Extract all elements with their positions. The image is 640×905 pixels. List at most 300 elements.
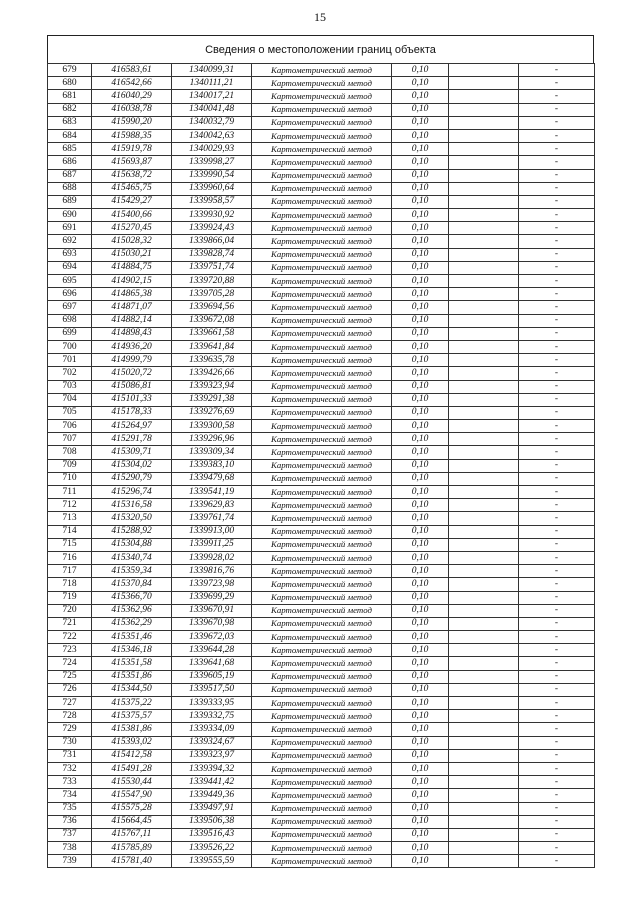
point-number-cell: 733 <box>48 776 92 789</box>
empty-cell <box>449 380 519 393</box>
table-row <box>48 644 595 657</box>
x-coordinate-cell: 414902,15 <box>92 275 172 288</box>
accuracy-cell: 0,10 <box>392 64 449 77</box>
table-row <box>48 776 595 789</box>
note-cell: - <box>519 723 595 736</box>
table-row <box>48 551 595 564</box>
empty-cell <box>449 327 519 340</box>
point-number-cell: 710 <box>48 472 92 485</box>
point-number-cell: 704 <box>48 393 92 406</box>
table-row <box>48 380 595 393</box>
empty-cell <box>449 551 519 564</box>
empty-cell <box>449 143 519 156</box>
method-cell: Картометрический метод <box>252 103 392 116</box>
table-row <box>48 459 595 472</box>
y-coordinate-cell: 1339526,22 <box>172 842 252 855</box>
method-cell: Картометрический метод <box>252 486 392 499</box>
section-title: Сведения о местоположении границ объекта <box>47 35 594 63</box>
note-cell: - <box>519 789 595 802</box>
accuracy-cell: 0,10 <box>392 420 449 433</box>
empty-cell <box>449 77 519 90</box>
y-coordinate-cell: 1339924,43 <box>172 222 252 235</box>
method-cell: Картометрический метод <box>252 393 392 406</box>
empty-cell <box>449 565 519 578</box>
point-number-cell: 696 <box>48 288 92 301</box>
empty-cell <box>449 670 519 683</box>
empty-cell <box>449 195 519 208</box>
x-coordinate-cell: 415351,58 <box>92 657 172 670</box>
note-cell: - <box>519 195 595 208</box>
table-row <box>48 486 595 499</box>
y-coordinate-cell: 1339694,56 <box>172 301 252 314</box>
note-cell: - <box>519 143 595 156</box>
y-coordinate-cell: 1339394,32 <box>172 762 252 775</box>
point-number-cell: 701 <box>48 354 92 367</box>
note-cell: - <box>519 591 595 604</box>
empty-cell <box>449 736 519 749</box>
empty-cell <box>449 275 519 288</box>
empty-cell <box>449 538 519 551</box>
note-cell: - <box>519 855 595 868</box>
x-coordinate-cell: 415370,84 <box>92 578 172 591</box>
note-cell: - <box>519 420 595 433</box>
table-row <box>48 657 595 670</box>
empty-cell <box>449 222 519 235</box>
x-coordinate-cell: 415375,57 <box>92 710 172 723</box>
empty-cell <box>449 420 519 433</box>
y-coordinate-cell: 1339629,83 <box>172 499 252 512</box>
point-number-cell: 734 <box>48 789 92 802</box>
x-coordinate-cell: 415264,97 <box>92 420 172 433</box>
accuracy-cell: 0,10 <box>392 697 449 710</box>
accuracy-cell: 0,10 <box>392 222 449 235</box>
y-coordinate-cell: 1339661,58 <box>172 327 252 340</box>
y-coordinate-cell: 1339333,95 <box>172 697 252 710</box>
note-cell: - <box>519 762 595 775</box>
empty-cell <box>449 697 519 710</box>
note-cell: - <box>519 77 595 90</box>
method-cell: Картометрический метод <box>252 459 392 472</box>
note-cell: - <box>519 169 595 182</box>
x-coordinate-cell: 415020,72 <box>92 367 172 380</box>
empty-cell <box>449 815 519 828</box>
accuracy-cell: 0,10 <box>392 631 449 644</box>
note-cell: - <box>519 380 595 393</box>
accuracy-cell: 0,10 <box>392 776 449 789</box>
point-number-cell: 728 <box>48 710 92 723</box>
note-cell: - <box>519 103 595 116</box>
empty-cell <box>449 340 519 353</box>
y-coordinate-cell: 1340041,48 <box>172 103 252 116</box>
table-row <box>48 525 595 538</box>
accuracy-cell: 0,10 <box>392 525 449 538</box>
point-number-cell: 727 <box>48 697 92 710</box>
note-cell: - <box>519 406 595 419</box>
x-coordinate-cell: 415028,32 <box>92 235 172 248</box>
point-number-cell: 685 <box>48 143 92 156</box>
empty-cell <box>449 578 519 591</box>
y-coordinate-cell: 1339276,69 <box>172 406 252 419</box>
note-cell: - <box>519 367 595 380</box>
empty-cell <box>449 235 519 248</box>
x-coordinate-cell: 414898,43 <box>92 327 172 340</box>
empty-cell <box>449 288 519 301</box>
note-cell: - <box>519 393 595 406</box>
accuracy-cell: 0,10 <box>392 406 449 419</box>
table-row <box>48 116 595 129</box>
point-number-cell: 709 <box>48 459 92 472</box>
point-number-cell: 680 <box>48 77 92 90</box>
table-row <box>48 855 595 868</box>
method-cell: Картометрический метод <box>252 446 392 459</box>
point-number-cell: 706 <box>48 420 92 433</box>
empty-cell <box>449 604 519 617</box>
note-cell: - <box>519 644 595 657</box>
x-coordinate-cell: 415288,92 <box>92 525 172 538</box>
point-number-cell: 699 <box>48 327 92 340</box>
note-cell: - <box>519 90 595 103</box>
x-coordinate-cell: 414865,38 <box>92 288 172 301</box>
point-number-cell: 683 <box>48 116 92 129</box>
y-coordinate-cell: 1339605,19 <box>172 670 252 683</box>
point-number-cell: 698 <box>48 314 92 327</box>
method-cell: Картометрический метод <box>252 631 392 644</box>
note-cell: - <box>519 486 595 499</box>
method-cell: Картометрический метод <box>252 248 392 261</box>
table-row <box>48 195 595 208</box>
accuracy-cell: 0,10 <box>392 710 449 723</box>
accuracy-cell: 0,10 <box>392 723 449 736</box>
x-coordinate-cell: 415638,72 <box>92 169 172 182</box>
table-row <box>48 340 595 353</box>
table-row <box>48 288 595 301</box>
y-coordinate-cell: 1339672,03 <box>172 631 252 644</box>
accuracy-cell: 0,10 <box>392 288 449 301</box>
point-number-cell: 692 <box>48 235 92 248</box>
y-coordinate-cell: 1339441,42 <box>172 776 252 789</box>
method-cell: Картометрический метод <box>252 143 392 156</box>
note-cell: - <box>519 828 595 841</box>
point-number-cell: 693 <box>48 248 92 261</box>
empty-cell <box>449 683 519 696</box>
x-coordinate-cell: 415547,90 <box>92 789 172 802</box>
y-coordinate-cell: 1339913,00 <box>172 525 252 538</box>
table-row <box>48 842 595 855</box>
point-number-cell: 691 <box>48 222 92 235</box>
table-row <box>48 103 595 116</box>
table-row <box>48 723 595 736</box>
method-cell: Картометрический метод <box>252 657 392 670</box>
empty-cell <box>449 789 519 802</box>
empty-cell <box>449 116 519 129</box>
method-cell: Картометрический метод <box>252 380 392 393</box>
accuracy-cell: 0,10 <box>392 103 449 116</box>
note-cell: - <box>519 156 595 169</box>
method-cell: Картометрический метод <box>252 710 392 723</box>
y-coordinate-cell: 1339958,57 <box>172 195 252 208</box>
y-coordinate-cell: 1340032,79 <box>172 116 252 129</box>
method-cell: Картометрический метод <box>252 855 392 868</box>
accuracy-cell: 0,10 <box>392 446 449 459</box>
y-coordinate-cell: 1339751,74 <box>172 261 252 274</box>
empty-cell <box>449 103 519 116</box>
point-number-cell: 682 <box>48 103 92 116</box>
accuracy-cell: 0,10 <box>392 340 449 353</box>
point-number-cell: 729 <box>48 723 92 736</box>
table-row <box>48 314 595 327</box>
accuracy-cell: 0,10 <box>392 617 449 630</box>
method-cell: Картометрический метод <box>252 499 392 512</box>
table-row <box>48 169 595 182</box>
method-cell: Картометрический метод <box>252 749 392 762</box>
method-cell: Картометрический метод <box>252 815 392 828</box>
point-number-cell: 737 <box>48 828 92 841</box>
table-row <box>48 129 595 142</box>
method-cell: Картометрический метод <box>252 723 392 736</box>
method-cell: Картометрический метод <box>252 222 392 235</box>
y-coordinate-cell: 1339828,74 <box>172 248 252 261</box>
table-row <box>48 406 595 419</box>
y-coordinate-cell: 1340017,21 <box>172 90 252 103</box>
note-cell: - <box>519 749 595 762</box>
x-coordinate-cell: 414936,20 <box>92 340 172 353</box>
method-cell: Картометрический метод <box>252 129 392 142</box>
point-number-cell: 714 <box>48 525 92 538</box>
y-coordinate-cell: 1339930,92 <box>172 209 252 222</box>
method-cell: Картометрический метод <box>252 354 392 367</box>
empty-cell <box>449 433 519 446</box>
point-number-cell: 725 <box>48 670 92 683</box>
x-coordinate-cell: 416542,66 <box>92 77 172 90</box>
empty-cell <box>449 64 519 77</box>
y-coordinate-cell: 1339705,28 <box>172 288 252 301</box>
y-coordinate-cell: 1339911,25 <box>172 538 252 551</box>
x-coordinate-cell: 415990,20 <box>92 116 172 129</box>
point-number-cell: 713 <box>48 512 92 525</box>
x-coordinate-cell: 414999,79 <box>92 354 172 367</box>
x-coordinate-cell: 415270,45 <box>92 222 172 235</box>
method-cell: Картометрический метод <box>252 670 392 683</box>
coordinates-table <box>47 63 595 868</box>
table-row <box>48 670 595 683</box>
x-coordinate-cell: 415381,86 <box>92 723 172 736</box>
point-number-cell: 703 <box>48 380 92 393</box>
empty-cell <box>449 776 519 789</box>
x-coordinate-cell: 415465,75 <box>92 182 172 195</box>
y-coordinate-cell: 1339928,02 <box>172 551 252 564</box>
table-row <box>48 64 595 77</box>
accuracy-cell: 0,10 <box>392 512 449 525</box>
empty-cell <box>449 828 519 841</box>
empty-cell <box>449 459 519 472</box>
empty-cell <box>449 631 519 644</box>
method-cell: Картометрический метод <box>252 736 392 749</box>
x-coordinate-cell: 415412,58 <box>92 749 172 762</box>
method-cell: Картометрический метод <box>252 762 392 775</box>
y-coordinate-cell: 1339641,68 <box>172 657 252 670</box>
accuracy-cell: 0,10 <box>392 77 449 90</box>
method-cell: Картометрический метод <box>252 406 392 419</box>
x-coordinate-cell: 416583,61 <box>92 64 172 77</box>
y-coordinate-cell: 1340042,63 <box>172 129 252 142</box>
note-cell: - <box>519 776 595 789</box>
y-coordinate-cell: 1339449,36 <box>172 789 252 802</box>
x-coordinate-cell: 415785,89 <box>92 842 172 855</box>
y-coordinate-cell: 1339866,04 <box>172 235 252 248</box>
table-row <box>48 446 595 459</box>
accuracy-cell: 0,10 <box>392 565 449 578</box>
method-cell: Картометрический метод <box>252 116 392 129</box>
note-cell: - <box>519 683 595 696</box>
y-coordinate-cell: 1339309,34 <box>172 446 252 459</box>
note-cell: - <box>519 288 595 301</box>
accuracy-cell: 0,10 <box>392 855 449 868</box>
note-cell: - <box>519 222 595 235</box>
table-row <box>48 301 595 314</box>
method-cell: Картометрический метод <box>252 697 392 710</box>
accuracy-cell: 0,10 <box>392 367 449 380</box>
table-row <box>48 604 595 617</box>
method-cell: Картометрический метод <box>252 367 392 380</box>
table-row <box>48 762 595 775</box>
y-coordinate-cell: 1339555,59 <box>172 855 252 868</box>
point-number-cell: 705 <box>48 406 92 419</box>
empty-cell <box>449 749 519 762</box>
x-coordinate-cell: 415340,74 <box>92 551 172 564</box>
empty-cell <box>449 762 519 775</box>
note-cell: - <box>519 433 595 446</box>
method-cell: Картометрический метод <box>252 182 392 195</box>
empty-cell <box>449 802 519 815</box>
point-number-cell: 694 <box>48 261 92 274</box>
method-cell: Картометрический метод <box>252 169 392 182</box>
accuracy-cell: 0,10 <box>392 578 449 591</box>
accuracy-cell: 0,10 <box>392 486 449 499</box>
note-cell: - <box>519 116 595 129</box>
x-coordinate-cell: 415344,50 <box>92 683 172 696</box>
table-row <box>48 433 595 446</box>
method-cell: Картометрический метод <box>252 525 392 538</box>
accuracy-cell: 0,10 <box>392 354 449 367</box>
accuracy-cell: 0,10 <box>392 261 449 274</box>
x-coordinate-cell: 414884,75 <box>92 261 172 274</box>
x-coordinate-cell: 415304,88 <box>92 538 172 551</box>
table-row <box>48 512 595 525</box>
method-cell: Картометрический метод <box>252 828 392 841</box>
method-cell: Картометрический метод <box>252 683 392 696</box>
x-coordinate-cell: 415362,96 <box>92 604 172 617</box>
accuracy-cell: 0,10 <box>392 235 449 248</box>
table-row <box>48 736 595 749</box>
y-coordinate-cell: 1339816,76 <box>172 565 252 578</box>
point-number-cell: 718 <box>48 578 92 591</box>
note-cell: - <box>519 354 595 367</box>
note-cell: - <box>519 261 595 274</box>
table-row <box>48 591 595 604</box>
point-number-cell: 679 <box>48 64 92 77</box>
y-coordinate-cell: 1339670,98 <box>172 617 252 630</box>
note-cell: - <box>519 340 595 353</box>
point-number-cell: 702 <box>48 367 92 380</box>
y-coordinate-cell: 1339383,10 <box>172 459 252 472</box>
point-number-cell: 726 <box>48 683 92 696</box>
note-cell: - <box>519 670 595 683</box>
point-number-cell: 739 <box>48 855 92 868</box>
point-number-cell: 722 <box>48 631 92 644</box>
empty-cell <box>449 406 519 419</box>
x-coordinate-cell: 415767,11 <box>92 828 172 841</box>
accuracy-cell: 0,10 <box>392 169 449 182</box>
accuracy-cell: 0,10 <box>392 195 449 208</box>
note-cell: - <box>519 472 595 485</box>
table-row <box>48 261 595 274</box>
accuracy-cell: 0,10 <box>392 301 449 314</box>
x-coordinate-cell: 415178,33 <box>92 406 172 419</box>
point-number-cell: 684 <box>48 129 92 142</box>
empty-cell <box>449 209 519 222</box>
method-cell: Картометрический метод <box>252 261 392 274</box>
empty-cell <box>449 499 519 512</box>
empty-cell <box>449 367 519 380</box>
accuracy-cell: 0,10 <box>392 156 449 169</box>
y-coordinate-cell: 1340099,31 <box>172 64 252 77</box>
point-number-cell: 724 <box>48 657 92 670</box>
y-coordinate-cell: 1339516,43 <box>172 828 252 841</box>
accuracy-cell: 0,10 <box>392 472 449 485</box>
note-cell: - <box>519 446 595 459</box>
point-number-cell: 720 <box>48 604 92 617</box>
note-cell: - <box>519 578 595 591</box>
note-cell: - <box>519 802 595 815</box>
point-number-cell: 708 <box>48 446 92 459</box>
y-coordinate-cell: 1339517,50 <box>172 683 252 696</box>
y-coordinate-cell: 1339291,38 <box>172 393 252 406</box>
accuracy-cell: 0,10 <box>392 591 449 604</box>
y-coordinate-cell: 1339699,29 <box>172 591 252 604</box>
accuracy-cell: 0,10 <box>392 802 449 815</box>
x-coordinate-cell: 415316,58 <box>92 499 172 512</box>
table-row <box>48 90 595 103</box>
method-cell: Картометрический метод <box>252 420 392 433</box>
note-cell: - <box>519 209 595 222</box>
accuracy-cell: 0,10 <box>392 499 449 512</box>
accuracy-cell: 0,10 <box>392 248 449 261</box>
empty-cell <box>449 644 519 657</box>
table-row <box>48 499 595 512</box>
method-cell: Картометрический метод <box>252 591 392 604</box>
x-coordinate-cell: 415351,46 <box>92 631 172 644</box>
method-cell: Картометрический метод <box>252 842 392 855</box>
table-row <box>48 182 595 195</box>
y-coordinate-cell: 1339990,54 <box>172 169 252 182</box>
table-row <box>48 275 595 288</box>
point-number-cell: 712 <box>48 499 92 512</box>
empty-cell <box>449 657 519 670</box>
method-cell: Картометрический метод <box>252 235 392 248</box>
point-number-cell: 681 <box>48 90 92 103</box>
empty-cell <box>449 90 519 103</box>
y-coordinate-cell: 1339723,98 <box>172 578 252 591</box>
x-coordinate-cell: 415309,71 <box>92 446 172 459</box>
point-number-cell: 697 <box>48 301 92 314</box>
table-row <box>48 683 595 696</box>
point-number-cell: 715 <box>48 538 92 551</box>
y-coordinate-cell: 1339641,84 <box>172 340 252 353</box>
table-row <box>48 828 595 841</box>
method-cell: Картометрический метод <box>252 433 392 446</box>
x-coordinate-cell: 415362,29 <box>92 617 172 630</box>
x-coordinate-cell: 415086,81 <box>92 380 172 393</box>
